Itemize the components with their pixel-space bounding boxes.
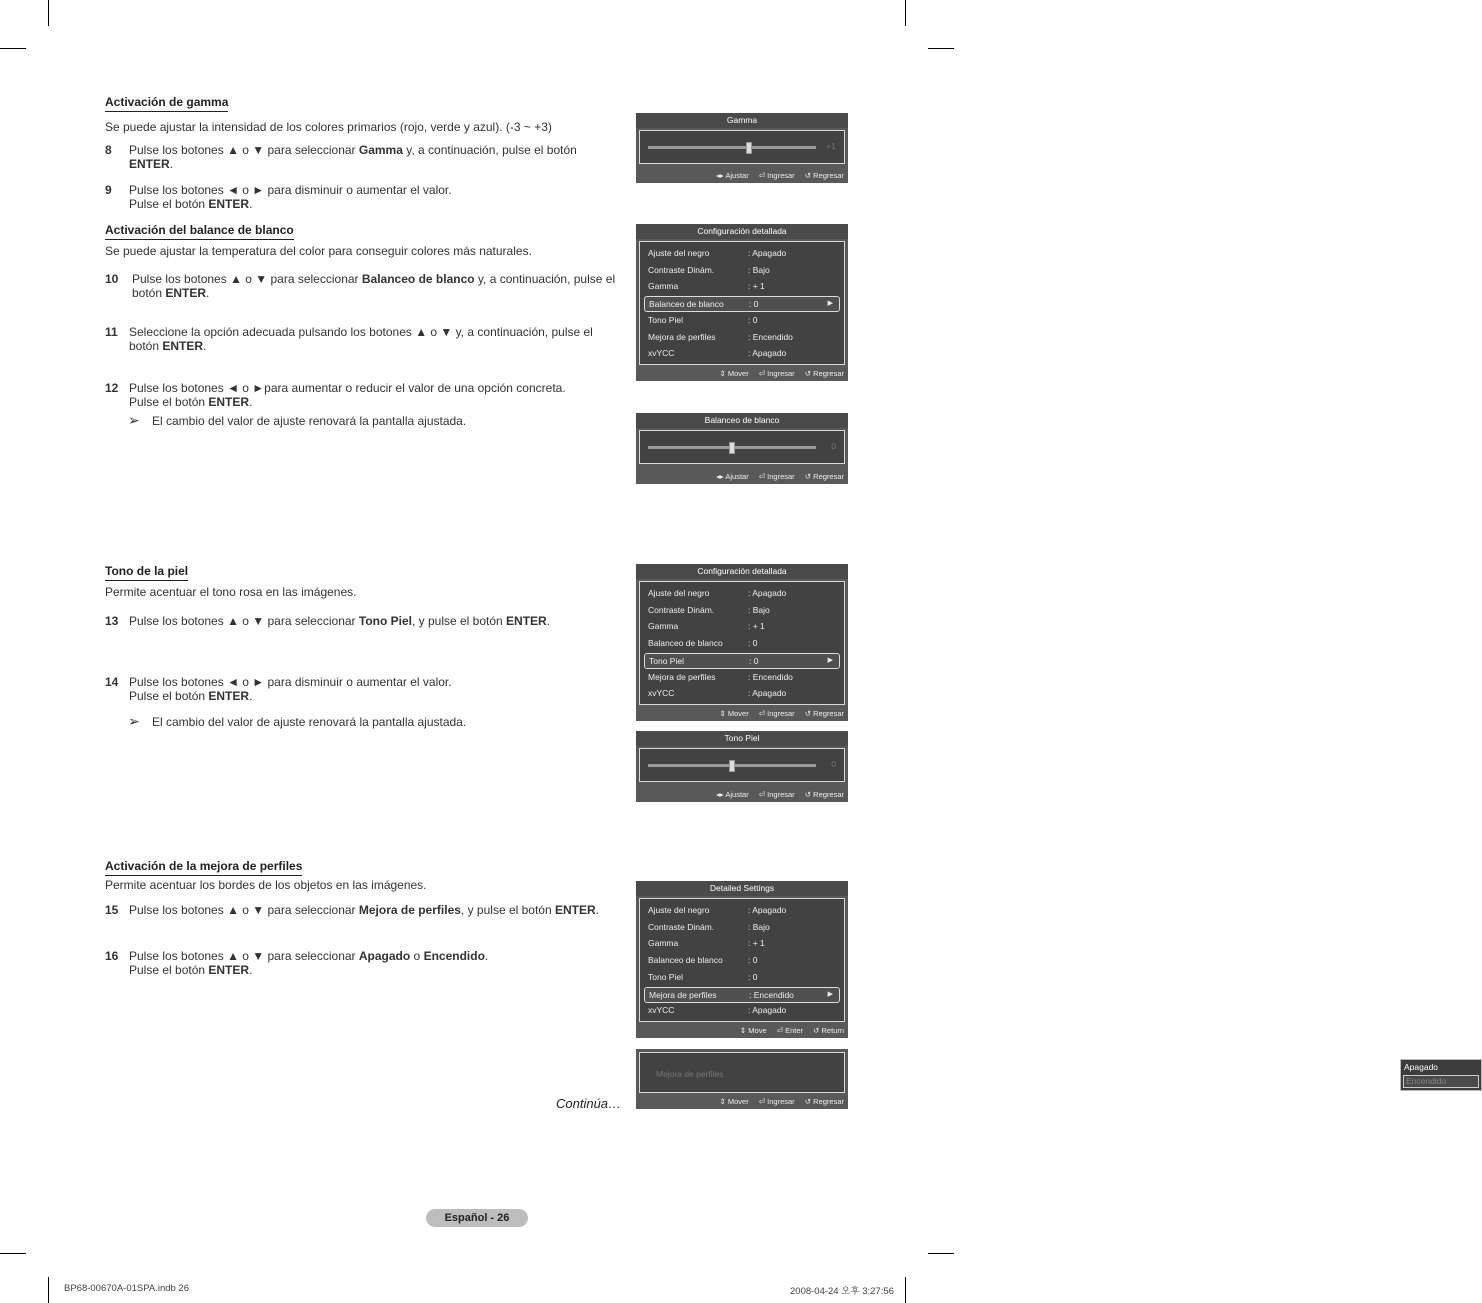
adjust-hint: ◂▸ Ajustar — [716, 171, 749, 180]
option-dropdown[interactable] — [1400, 1059, 1482, 1091]
menu-row-label: Gamma — [648, 281, 679, 292]
menu-row[interactable] — [644, 953, 840, 967]
menu-row[interactable] — [644, 653, 840, 669]
crop-mark — [928, 48, 954, 49]
step-item — [105, 272, 625, 302]
step-number: 13 — [105, 614, 119, 628]
section-intro: Permite acentuar el tono rosa en las imágenes. — [105, 585, 357, 599]
menu-row-label: Gamma — [648, 621, 679, 632]
return-hint: ↺ Regresar — [804, 790, 844, 799]
menu-row-label: Contraste Dinám. — [648, 264, 715, 275]
menu-row[interactable] — [644, 279, 840, 293]
menu-row-label: Tono Piel — [649, 655, 684, 666]
osd-menu-list — [639, 581, 845, 705]
step-text: Pulse los botones ▲ o ▼ para seleccionar Mejora de perfiles, y pulse el botón ENTER. — [129, 903, 599, 917]
play-triangle-icon: ▶ — [827, 990, 833, 998]
return-hint: ↺ Regresar — [804, 709, 844, 718]
menu-row-value: : Encendido — [749, 989, 794, 1000]
menu-row[interactable] — [644, 936, 840, 950]
menu-row-label: Tono Piel — [648, 314, 683, 325]
option-apagado[interactable]: Apagado — [1404, 1062, 1439, 1072]
menu-row[interactable] — [644, 970, 840, 984]
menu-row-label: Mejora de perfiles — [648, 671, 716, 682]
note — [128, 413, 466, 428]
osd-menu-skin — [636, 564, 848, 721]
osd-gamma-slider — [636, 113, 848, 183]
return-hint: ↺ Return — [813, 1026, 844, 1035]
return-hint: ↺ Regresar — [804, 171, 844, 180]
section-heading-edge: Activación de la mejora de perfiles — [105, 859, 302, 876]
continued-label: Continúa… — [556, 1096, 622, 1111]
section-heading-skin: Tono de la piel — [105, 564, 188, 581]
section-heading-balance: Activación del balance de blanco — [105, 223, 294, 240]
step-item — [105, 325, 625, 355]
note-text: El cambio del valor de ajuste renovará la pantalla ajustada. — [152, 414, 467, 428]
menu-row-label: Balanceo de blanco — [649, 299, 724, 310]
enter-hint: ⏎ Ingresar — [758, 171, 795, 180]
menu-row-value: : Apagado — [748, 248, 787, 258]
osd-menu-list — [639, 898, 845, 1022]
step-item — [105, 675, 625, 705]
step-item — [105, 143, 625, 173]
menu-row[interactable] — [644, 636, 840, 650]
menu-row-label: Balanceo de blanco — [648, 955, 723, 966]
menu-row[interactable] — [644, 603, 840, 617]
osd-title: Configuración detallada — [636, 564, 848, 579]
enter-hint: ⏎ Enter — [776, 1026, 804, 1035]
option-encendido[interactable]: Encendido — [1403, 1075, 1479, 1088]
adjust-hint: ◂▸ Ajustar — [716, 472, 749, 481]
osd-title: Configuración detallada — [636, 224, 848, 239]
menu-row-value: : Apagado — [748, 1005, 787, 1016]
menu-row[interactable] — [644, 619, 840, 633]
osd-edge-popup — [636, 1049, 1447, 1109]
menu-row[interactable] — [644, 987, 840, 1003]
menu-row-value: : 0 — [748, 971, 758, 982]
osd-menu-balance — [636, 224, 848, 381]
osd-footer — [636, 787, 848, 802]
menu-row-value: : Encendido — [748, 671, 793, 682]
menu-row[interactable] — [644, 313, 840, 327]
play-triangle-icon: ▶ — [827, 300, 833, 308]
menu-row-label: Mejora de perfiles — [648, 331, 716, 342]
step-item — [105, 183, 625, 213]
step-number: 16 — [105, 949, 119, 963]
move-hint: ⇕ Mover — [719, 369, 749, 378]
slider-track[interactable] — [648, 446, 816, 449]
osd-title: Tono Piel — [636, 731, 848, 746]
note-text: El cambio del valor de ajuste renovará la pantalla ajustada. — [152, 715, 467, 729]
slider-value: +1 — [826, 141, 836, 151]
menu-row[interactable] — [644, 670, 840, 684]
osd-footer — [636, 1094, 848, 1109]
menu-row[interactable] — [644, 346, 840, 360]
return-hint: ↺ Regresar — [804, 369, 844, 378]
menu-row-label: xvYCC — [648, 348, 675, 359]
osd-title: Gamma — [636, 113, 848, 128]
menu-row-value: : 0 — [749, 655, 759, 666]
menu-row-label: Ajuste del negro — [648, 248, 710, 258]
menu-row-value: : Apagado — [748, 348, 787, 359]
menu-row-label: Tono Piel — [648, 971, 683, 982]
step-number: 10 — [105, 272, 119, 286]
step-item — [105, 614, 625, 630]
crop-mark — [905, 0, 906, 26]
menu-row-value: : + 1 — [748, 281, 765, 292]
menu-row[interactable] — [644, 1003, 840, 1017]
step-number: 11 — [105, 325, 118, 339]
adjust-hint: ◂▸ Ajustar — [716, 790, 749, 799]
slider-track[interactable] — [648, 146, 816, 149]
crop-mark — [905, 1277, 906, 1303]
enter-hint: ⏎ Ingresar — [758, 369, 795, 378]
menu-row-value: : Apagado — [748, 688, 787, 699]
step-text: Pulse los botones ◄ o ►para aumentar o reducir el valor de una opción concreta. Pulse el botón ENTER. — [129, 381, 566, 409]
menu-row-label: Contraste Dinám. — [648, 921, 715, 932]
osd-balance-slider — [636, 413, 848, 484]
osd-footer — [636, 366, 848, 381]
enter-hint: ⏎ Ingresar — [758, 709, 795, 718]
crop-mark — [48, 0, 49, 26]
menu-row-label: Gamma — [648, 938, 679, 949]
section-intro: Permite acentuar los bordes de los objetos en las imágenes. — [105, 878, 427, 892]
step-item — [105, 903, 625, 919]
enter-hint: ⏎ Ingresar — [758, 790, 795, 799]
menu-row-label: xvYCC — [648, 1005, 675, 1016]
step-text: Pulse los botones ▲ o ▼ para seleccionar Balanceo de blanco y, a continuación, pulse el botón ENTER. — [132, 272, 616, 300]
menu-row[interactable] — [644, 263, 840, 277]
slider-value: 0 — [831, 441, 836, 451]
menu-row-label: Balanceo de blanco — [648, 638, 723, 649]
step-item — [105, 381, 625, 411]
note-arrow-icon: ➢ — [128, 713, 140, 729]
step-text: Pulse los botones ◄ o ► para disminuir o aumentar el valor. Pulse el botón ENTER. — [129, 675, 452, 703]
page-number-badge: Español - 26 — [426, 1209, 528, 1227]
move-hint: ⇕ Mover — [719, 1097, 749, 1106]
osd-footer — [636, 469, 848, 484]
return-hint: ↺ Regresar — [804, 472, 844, 481]
move-hint: ⇕ Mover — [719, 709, 749, 718]
popup-label: Mejora de perfiles — [656, 1069, 724, 1079]
osd-footer — [636, 1023, 848, 1038]
step-text: Pulse los botones ▲ o ▼ para seleccionar Tono Piel, y pulse el botón ENTER. — [129, 614, 551, 628]
menu-row-value: : Bajo — [748, 604, 770, 615]
slider-thumb[interactable] — [729, 760, 735, 772]
crop-mark — [0, 48, 26, 49]
osd-footer — [636, 706, 848, 721]
move-hint: ⇕ Move — [739, 1026, 767, 1035]
print-timestamp: 2008-04-24 오후 3:27:56 — [790, 1286, 894, 1297]
osd-title: Detailed Settings — [636, 881, 848, 896]
menu-row[interactable] — [644, 903, 840, 917]
menu-row[interactable] — [644, 920, 840, 934]
menu-row-value: : 0 — [748, 314, 758, 325]
menu-row[interactable] — [644, 686, 840, 700]
menu-row[interactable] — [644, 330, 840, 344]
play-triangle-icon: ▶ — [827, 656, 833, 664]
menu-row-value: : Encendido — [748, 331, 793, 342]
crop-mark — [0, 1253, 26, 1254]
step-text: Pulse los botones ▲ o ▼ para seleccionar Apagado o Encendido. Pulse el botón ENTER. — [129, 949, 489, 977]
menu-row-label: Ajuste del negro — [648, 588, 710, 598]
menu-row-value: : + 1 — [748, 621, 765, 632]
osd-footer — [636, 168, 848, 183]
slider-value: 0 — [831, 759, 836, 769]
enter-hint: ⏎ Ingresar — [758, 1097, 795, 1106]
section-intro: Se puede ajustar la intensidad de los colores primarios (rojo, verde y azul). (-3 ~ +3) — [105, 120, 552, 134]
step-number: 12 — [105, 381, 119, 395]
crop-mark — [48, 1277, 49, 1303]
step-text: Pulse los botones ◄ o ► para disminuir o aumentar el valor. Pulse el botón ENTER. — [129, 183, 452, 211]
osd-title: Balanceo de blanco — [636, 413, 848, 428]
menu-row[interactable] — [644, 586, 840, 600]
step-number: 14 — [105, 675, 119, 689]
menu-row[interactable] — [644, 296, 840, 312]
menu-row-value: : Bajo — [748, 921, 770, 932]
slider-thumb[interactable] — [746, 142, 752, 154]
menu-row[interactable] — [644, 246, 840, 260]
step-number: 9 — [105, 183, 112, 197]
return-hint: ↺ Regresar — [804, 1097, 844, 1106]
osd-skin-slider — [636, 731, 848, 802]
menu-row-label: Mejora de perfiles — [649, 989, 717, 1000]
menu-row-value: : Apagado — [748, 588, 787, 598]
slider-thumb[interactable] — [729, 442, 735, 454]
menu-row-value: : Bajo — [748, 264, 770, 275]
step-text: Seleccione la opción adecuada pulsando los botones ▲ o ▼ y, a continuación, pulse el botón ENTER. — [129, 325, 593, 353]
section-heading-gamma: Activación de gamma — [105, 95, 228, 112]
menu-row-label: xvYCC — [648, 688, 675, 699]
menu-row-value: : 0 — [748, 955, 758, 966]
menu-row-value: : Apagado — [748, 905, 787, 915]
menu-row-label: Ajuste del negro — [648, 905, 710, 915]
menu-row-value: : + 1 — [748, 938, 765, 949]
enter-hint: ⏎ Ingresar — [758, 472, 795, 481]
crop-mark — [928, 1253, 954, 1254]
section-intro: Se puede ajustar la temperatura del color para conseguir colores más naturales. — [105, 244, 532, 258]
note — [128, 714, 466, 729]
osd-menu-edge — [636, 881, 848, 1038]
menu-row-label: Contraste Dinám. — [648, 604, 715, 615]
step-text: Pulse los botones ▲ o ▼ para seleccionar Gamma y, a continuación, pulse el botón ENTER. — [129, 143, 577, 171]
menu-row-value: : 0 — [748, 638, 758, 649]
slider-track[interactable] — [648, 764, 816, 767]
osd-menu-list — [639, 241, 845, 365]
menu-row-value: : 0 — [749, 299, 759, 310]
step-number: 8 — [105, 143, 112, 157]
print-file-info: BP68-00670A-01SPA.indb 26 — [64, 1283, 189, 1294]
note-arrow-icon: ➢ — [128, 412, 140, 428]
step-item — [105, 949, 625, 979]
step-number: 15 — [105, 903, 119, 917]
